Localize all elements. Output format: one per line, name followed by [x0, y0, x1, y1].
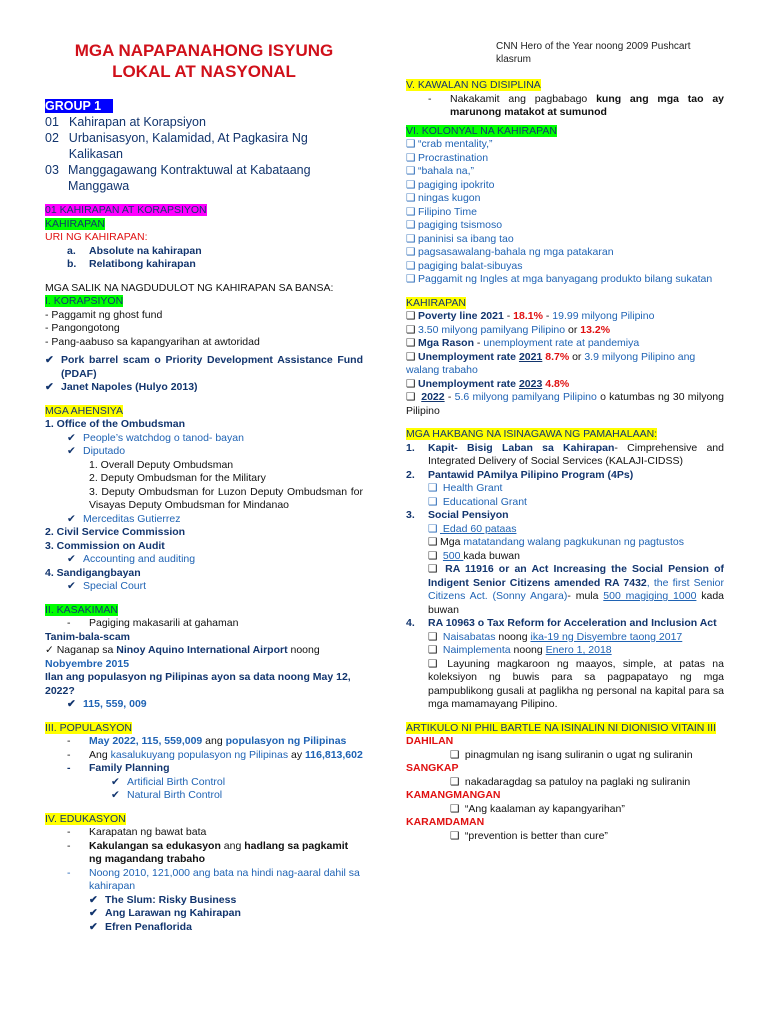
check-icon: ✔: [67, 580, 76, 592]
list-item: 3. Social Pensiyon: [406, 509, 509, 521]
list-item: ❑ Procrastination: [406, 151, 489, 164]
left-column: [45, 0, 363, 934]
header-note: CNN Hero of the Year noong 2009 Pushcart klasrum: [496, 41, 691, 65]
check-item: ✔ Efren Penaflorida: [89, 920, 192, 933]
stat-line: ❑ Unemployment rate 2023 4.8%: [406, 377, 570, 390]
list-item: 4. Sandigangbayan: [45, 566, 141, 579]
list-item: ❑ pagiging balat-sibuyas: [406, 259, 523, 272]
check-icon: ✔: [111, 775, 120, 788]
kahirapan-heading: KAHIRAPAN: [45, 217, 105, 230]
checkbox-icon: ❑: [406, 219, 416, 231]
list-item: - Paggamit ng ghost fund: [45, 308, 163, 321]
list-item: 2. Deputy Ombudsman for the Military: [89, 472, 266, 484]
checkbox-icon: ❑: [428, 482, 438, 494]
checkbox-icon: ❑: [428, 549, 438, 562]
page-title-line2: LOKAL AT NASYONAL: [112, 62, 296, 81]
list-item: ❑ Edad 60 pataas: [428, 522, 517, 535]
edukasyon-heading: IV. EDUKASYON: [45, 812, 126, 825]
list-item: 3. Deputy Ombudsman for Luzon Deputy Ombudsman for Visayas Deputy Ombudsman for Mindanao: [89, 485, 363, 511]
checkbox-icon: ❑: [450, 802, 460, 815]
check-item: ✔ Artificial Birth Control: [111, 775, 226, 788]
list-item: ❑ “prevention is better than cure”: [450, 829, 608, 842]
list-item: ❑ Educational Grant: [428, 495, 527, 508]
list-item: ❑ Health Grant: [428, 482, 503, 494]
list-item: ❑ Naisabatas noong ika-19 ng Disyembre taong 2017: [428, 630, 683, 643]
list-item: 4. RA 10963 o Tax Reform for Acceleration and Inclusion Act: [406, 617, 717, 629]
tanim-label: Tanim-bala-scam: [45, 630, 130, 643]
check-item: ✔ Pork barrel scam o Priority Development Assistance Fund (PDAF): [45, 354, 363, 380]
stat-line: ❑ Mga Rason - unemployment rate at pandemiya: [406, 337, 640, 349]
checkbox-icon: ❑: [428, 563, 438, 575]
list-item: - Pang-aabuso sa kapangyarihan at awtoridad: [45, 335, 260, 348]
check-icon: ✔: [89, 893, 98, 906]
check-item: ✔ Merceditas Gutierrez: [67, 512, 181, 525]
list-item: 1. Office of the Ombudsman: [45, 418, 186, 430]
checkbox-icon: ❑: [428, 644, 438, 656]
kahirapan-heading-right: KAHIRAPAN: [406, 296, 466, 309]
artikulo-heading: ARTIKULO NI PHIL BARTLE NA ISINALIN NI DIONISIO VITAIN III: [406, 721, 717, 734]
list-item: - Karapatan ng bawat bata: [67, 826, 207, 838]
page-title-line1: MGA NAPAPANAHONG ISYUNG: [74, 41, 334, 60]
checkbox-icon: ❑: [406, 151, 416, 164]
list-item: ❑ nakadaragdag sa patuloy na paglaki ng suliranin: [450, 775, 691, 788]
list-item: - Pagiging makasarili at gahaman: [67, 617, 239, 629]
naganap-text: ✓ Naganap sa Ninoy Aquino International Airport noong Nobyembre 2015: [45, 644, 320, 670]
checkbox-icon: ❑: [406, 205, 416, 218]
checkbox-icon: ❑: [428, 630, 438, 643]
check-icon: ✔: [89, 907, 98, 919]
check-icon: ✔: [67, 445, 76, 457]
list-item: 1. Kapit- Bisig Laban sa Kahirapan- Cimprehensive and Integrated Delivery of Social Services (KALAJI-CIDSS): [406, 441, 724, 467]
ahensiya-heading: MGA AHENSIYA: [45, 404, 123, 417]
list-item: - Noong 2010, 121,000 ang bata na hindi nag-aaral dahil sa kahirapan: [67, 866, 360, 892]
checkbox-icon: ❑: [406, 259, 416, 272]
group-item: 02 Urbanisasyon, Kalamidad, At Pagkasira Ng Kalikasan: [45, 131, 308, 161]
kolonyal-list: [406, 138, 724, 287]
check-item: ✔ Janet Napoles (Hulyo 2013): [45, 381, 198, 393]
list-item: 2. Civil Service Commission: [45, 526, 186, 538]
list-item: 3. Commission on Audit: [45, 539, 165, 552]
checkbox-icon: ❑: [406, 350, 416, 363]
checkbox-icon: ❑: [406, 232, 416, 245]
checkbox-icon: ❑: [406, 310, 416, 322]
checkbox-icon: ❑: [406, 138, 416, 150]
check-item: ✔ 115, 559, 009: [67, 698, 147, 710]
check-item: ✔ People’s watchdog o tanod- bayan: [67, 431, 244, 444]
check-icon: ✔: [67, 512, 76, 525]
list-item: a. Absolute na kahirapan: [67, 244, 202, 257]
korapsiyon-heading: I. KORAPSIYON: [45, 295, 124, 307]
section-01-heading: 01 KAHIRAPAN AT KORAPSIYON: [45, 204, 207, 216]
ilan-question: Ilan ang populasyon ng Pilipinas ayon sa data noong May 12, 2022?: [45, 671, 351, 697]
check-item: ✔ Natural Birth Control: [111, 789, 223, 801]
checkbox-icon: ❑: [406, 391, 416, 403]
list-item: ❑ pinagmulan ng isang suliranin o ugat ng suliranin: [450, 748, 693, 761]
dahilan-label: DAHILAN: [406, 735, 454, 747]
stat-line: ❑ 2022 - 5.6 milyong pamilyang Pilipino o katumbas ng 30 milyong Pilipino: [406, 391, 724, 417]
list-item: - May 2022, 115, 559,009 ang populasyon ng Pilipinas: [67, 735, 347, 747]
kasakiman-heading: II. KASAKIMAN: [45, 603, 118, 616]
checkbox-icon: ❑: [428, 536, 438, 548]
check-item: ✔ Accounting and auditing: [67, 553, 196, 565]
group-item: 03 Manggagawang Kontraktuwal at Kabataang Manggawa: [45, 163, 311, 193]
page-title: [45, 40, 363, 82]
list-item: ❑ 500 kada buwan: [428, 549, 520, 562]
check-icon: ✔: [89, 920, 98, 933]
check-icon: ✔: [67, 698, 76, 710]
checkbox-icon: ❑: [428, 495, 438, 508]
list-item: ❑ pagsasawalang-bahala ng mga patakaran: [406, 246, 614, 258]
karamdaman-label: KARAMDAMAN: [406, 816, 485, 828]
list-item: 1. Overall Deputy Ombudsman: [89, 458, 234, 471]
stat-line: ❑ Unemployment rate 2021 8.7% or 3.9 milyong Pilipino ang walang trabaho: [406, 350, 696, 376]
uri-heading: URI NG KAHIRAPAN:: [45, 231, 148, 243]
checkbox-icon: ❑: [406, 192, 416, 204]
list-item: - Pangongotong: [45, 322, 120, 334]
list-item: - Ang kasalukuyang populasyon ng Pilipinas ay 116,813,602: [67, 748, 363, 761]
kamangmangan-label: KAMANGMANGAN: [406, 789, 501, 801]
list-item: ❑ Filipino Time: [406, 205, 477, 218]
right-column: [406, 0, 724, 843]
kawalan-heading: V. KAWALAN NG DISIPLINA: [406, 79, 541, 91]
checkbox-icon: ❑: [406, 323, 416, 336]
checkbox-icon: ❑: [428, 522, 438, 535]
checkbox-icon: ❑: [450, 748, 460, 761]
hakbang-heading: MGA HAKBANG NA ISINAGAWA NG PAMAHALAAN:: [406, 428, 658, 440]
list-item: ❑ “bahala na,”: [406, 165, 475, 177]
kolonyal-heading: VI. KOLONYAL NA KAHIRAPAN: [406, 124, 557, 137]
checkbox-icon: ❑: [406, 377, 416, 390]
check-item: ✔ Ang Larawan ng Kahirapan: [89, 907, 241, 919]
list-item: ❑ RA 11916 or an Act Increasing the Social Pension of Indigent Senior Citizens amended RA 7432, the first Senior Citizens Act. (Sonny Angara)- mula 500 magiging 1000 kada buwan: [428, 563, 725, 616]
checkbox-icon: ❑: [406, 337, 416, 349]
list-item: ❑ pagiging tsismoso: [406, 219, 503, 231]
group-label: GROUP 1: [45, 99, 113, 113]
check-icon: ✔: [45, 381, 54, 393]
checkbox-icon: ❑: [406, 165, 416, 177]
list-item: ❑ Naimplementa noong Enero 1, 2018: [428, 644, 612, 656]
list-item: ❑ ningas kugon: [406, 192, 481, 204]
checkbox-icon: ❑: [450, 829, 460, 842]
salik-heading: MGA SALIK NA NAGDUDULOT NG KAHIRAPAN SA BANSA:: [45, 281, 334, 294]
check-item: ✔ Special Court: [67, 580, 147, 592]
check-item: ✔ Diputado: [67, 445, 126, 457]
check-item: ✔ The Slum: Risky Business: [89, 893, 237, 906]
list-item: b. Relatibong kahirapan: [67, 258, 196, 270]
list-item: ❑ “Ang kaalaman ay kapangyarihan”: [450, 802, 625, 815]
checkbox-icon: ❑: [406, 273, 416, 285]
list-item: ❑ Paggamit ng Ingles at mga banyagang produkto bilang sukatan: [406, 273, 713, 285]
populasyon-heading: III. POPULASYON: [45, 721, 132, 734]
check-icon: ✔: [67, 553, 76, 565]
list-item: - Kakulangan sa edukasyon ang hadlang sa pagkamit ng magandang trabaho: [67, 839, 349, 865]
stat-line: ❑ Poverty line 2021 - 18.1% - 19.99 milyong Pilipino: [406, 310, 655, 322]
sangkap-label: SANGKAP: [406, 762, 459, 774]
list-item: ❑ Mga matatandang walang pagkukunan ng pagtustos: [428, 536, 685, 548]
stat-line: ❑ 3.50 milyong pamilyang Pilipino or 13.2%: [406, 323, 611, 336]
check-icon: ✔: [45, 354, 54, 366]
list-item: 2. Pantawid PAmilya Pilipino Program (4Ps): [406, 468, 634, 481]
check-icon: ✔: [67, 431, 76, 444]
checkbox-icon: ❑: [406, 246, 416, 258]
list-item: ❑ pagiging ipokrito: [406, 178, 495, 191]
group-item: 01 Kahirapan at Korapsiyon: [45, 115, 206, 129]
list-item: ❑ “crab mentality,”: [406, 138, 493, 150]
checkbox-icon: ❑: [450, 775, 460, 788]
list-item: - Family Planning: [67, 762, 170, 774]
check-icon: ✔: [111, 789, 120, 801]
list-item: ❑ paninisi sa ibang tao: [406, 232, 514, 245]
list-item: ❑ Layuning magkaroon ng maayos, simple, at patas na koleksiyon ng buwis para sa pagpapatayo ng mga pampublikong gusali at paglikha ng personal na kapital para sa mga mamamayang Pilipino.: [428, 657, 724, 710]
list-item: - Nakakamit ang pagbabago kung ang mga tao ay marunong matakot at sumunod: [428, 92, 724, 118]
checkbox-icon: ❑: [406, 178, 416, 191]
checkbox-icon: ❑: [428, 657, 438, 670]
